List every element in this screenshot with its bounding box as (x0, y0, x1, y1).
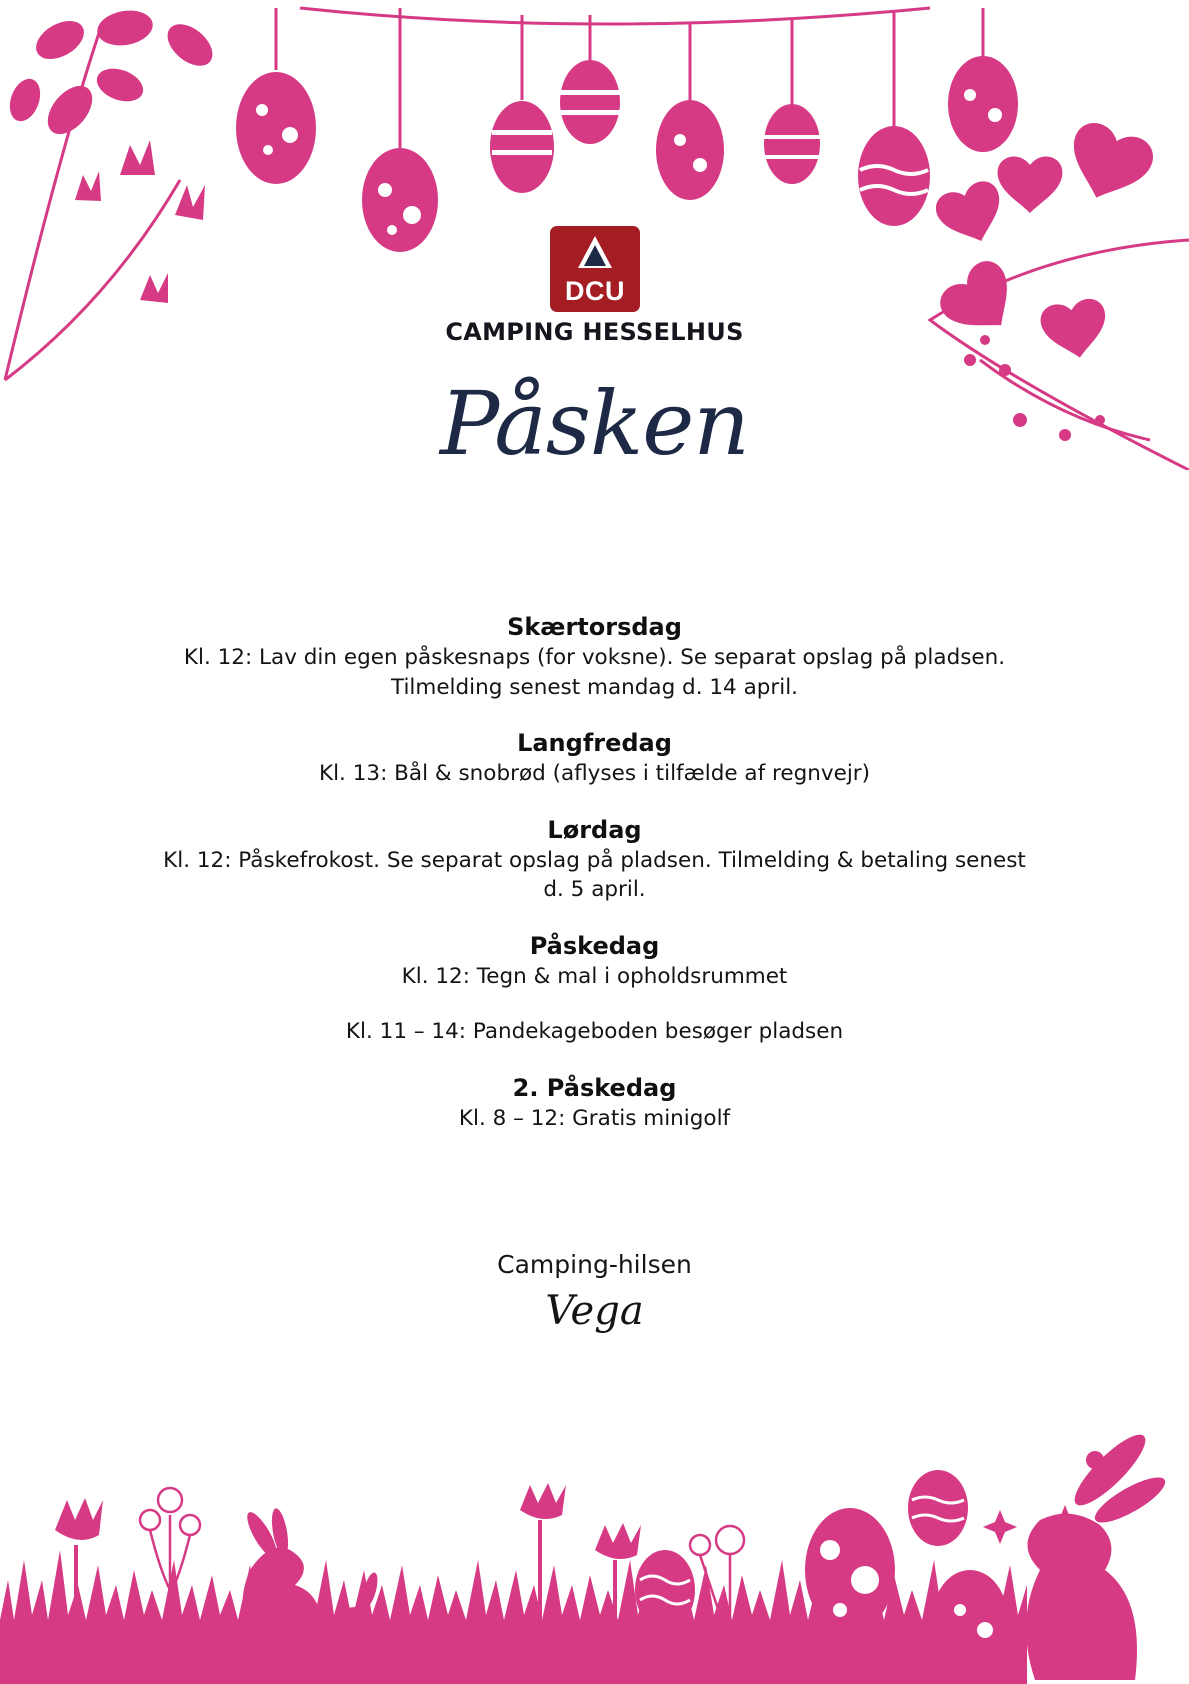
logo-text: DCU (565, 276, 625, 306)
page-title: Påsken (440, 372, 749, 475)
dcu-logo (550, 226, 640, 312)
egg (656, 100, 724, 200)
garland-string (300, 8, 930, 24)
egg (858, 126, 930, 226)
program-section (130, 931, 1059, 1047)
day-heading: Påskedag (529, 931, 660, 960)
bunny (1026, 1514, 1137, 1680)
egg (908, 1470, 968, 1546)
easter-program (130, 612, 1059, 1159)
program-section (130, 815, 1059, 905)
egg (948, 56, 1018, 152)
program-section (130, 728, 1059, 789)
closing-greeting: Camping-hilsen (497, 1250, 692, 1279)
bottom-easter-decoration (0, 1420, 1189, 1684)
event-line: Kl. 12: Lav din egen påskesnaps (for voksne). Se separat opslag på pladsen. (183, 645, 1006, 670)
event-line: Kl. 12: Tegn & mal i opholdsrummet (401, 963, 788, 989)
event-line: Kl. 13: Bål & snobrød (aflyses i tilfælde af regnvejr) (318, 761, 871, 786)
tent-icon (578, 236, 612, 268)
event-line: Tilmelding senest mandag d. 14 april. (390, 674, 799, 700)
egg (560, 60, 620, 144)
day-heading: 2. Påskedag (512, 1073, 677, 1102)
egg (362, 148, 438, 252)
bunny (243, 1548, 321, 1636)
egg (635, 1550, 695, 1630)
event-line: Kl. 8 – 12: Gratis minigolf (458, 1105, 731, 1131)
event-line: Kl. 12: Påskefrokost. Se separat opslag på pladsen. Tilmelding & betaling senest (163, 847, 1026, 873)
left-branch-2 (5, 180, 180, 380)
egg (764, 104, 820, 184)
program-section (130, 612, 1059, 702)
day-heading: Langfredag (517, 729, 672, 757)
egg (805, 1508, 895, 1632)
signature: Vega (545, 1288, 644, 1334)
day-heading: Lørdag (547, 815, 642, 844)
egg (490, 101, 554, 193)
egg (236, 72, 316, 184)
event-line: Kl. 11 – 14: Pandekageboden besøger pladsen (345, 1019, 844, 1044)
event-line: d. 5 april. (543, 877, 646, 902)
day-heading: Skærtorsdag (507, 613, 682, 641)
brand-name: CAMPING HESSELHUS (445, 318, 744, 346)
egg (932, 1570, 1008, 1670)
program-section (130, 1073, 1059, 1134)
